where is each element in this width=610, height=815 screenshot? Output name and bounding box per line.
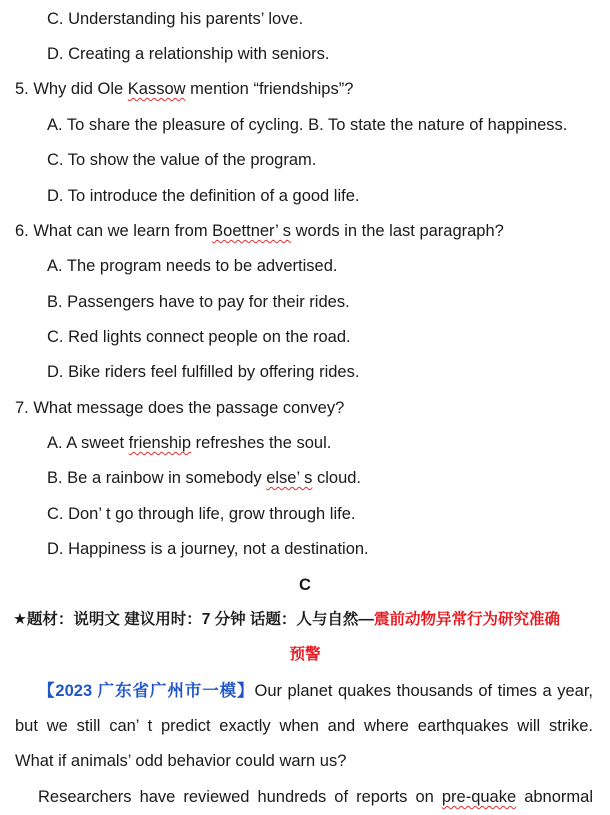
q6-option-b: B. Passengers have to pay for their rides. [47,293,350,311]
q5-options-ab: A. To share the pleasure of cycling. B. To state the nature of happiness. [47,116,568,134]
passage-para2-line-1 [38,787,593,807]
q5-stem-post: mention “friendships”? [185,80,354,98]
q6-option-c: C. Red lights connect people on the road. [47,328,351,346]
q7-option-a [47,433,331,453]
passage-p2-pre: Researchers have reviewed hundreds of reports on [38,788,442,806]
q6-option-d: D. Bike riders feel fulfilled by offering rides. [47,363,360,381]
passage-p2-word: pre-quake [441,788,517,806]
q7-b-word: else’ s [266,469,313,487]
q7-option-d: D. Happiness is a journey, not a destination. [47,540,369,558]
q6-name: Boettner’ s [212,222,292,240]
q7-option-b [47,468,361,488]
q7-stem: 7. What message does the passage convey? [15,399,345,417]
section-info-red: 震前动物异常行为研究准确 [373,611,560,628]
passage-line-3: What if animals’ odd behavior could warn us? [15,752,347,770]
q5-option-c: C. To show the value of the program. [47,151,317,169]
passage-p2-post: abnormal [516,788,593,806]
q7-b-post: cloud. [312,469,362,487]
section-letter: C [299,576,311,594]
q7-a-pre: A. A sweet [47,434,129,452]
section-info [13,610,560,630]
passage-source: 【2023 广东省广州市一模】 [38,682,255,700]
q5-option-d: D. To introduce the definition of a good life. [47,187,360,205]
q5-name: Kassow [127,80,186,98]
passage-line-1 [38,681,593,701]
q6-option-a: A. The program needs to be advertised. [47,257,338,275]
q5-stem-pre: 5. Why did Ole [15,80,128,98]
q6-stem [15,221,504,241]
q4-option-c: C. Understanding his parents’ love. [47,10,304,28]
passage-line-1-text: Our planet quakes thousands of times a year, [254,682,593,700]
q7-option-c: C. Don’ t go through life, grow through life. [47,505,356,523]
section-info-black: ★题材：说明文 建议用时：7 分钟 话题：人与自然— [13,611,374,628]
q4-option-d: D. Creating a relationship with seniors. [47,45,330,63]
q6-stem-pre: 6. What can we learn from [15,222,213,240]
section-info-red-2: 预警 [289,646,321,663]
q7-a-word: frienship [128,434,192,452]
q7-b-pre: B. Be a rainbow in somebody [47,469,267,487]
q5-stem [15,79,353,99]
q7-a-post: refreshes the soul. [191,434,332,452]
q6-stem-post: words in the last paragraph? [291,222,504,240]
passage-line-2: but we still can’ t predict exactly when and where earthquakes will strike. [15,717,593,735]
